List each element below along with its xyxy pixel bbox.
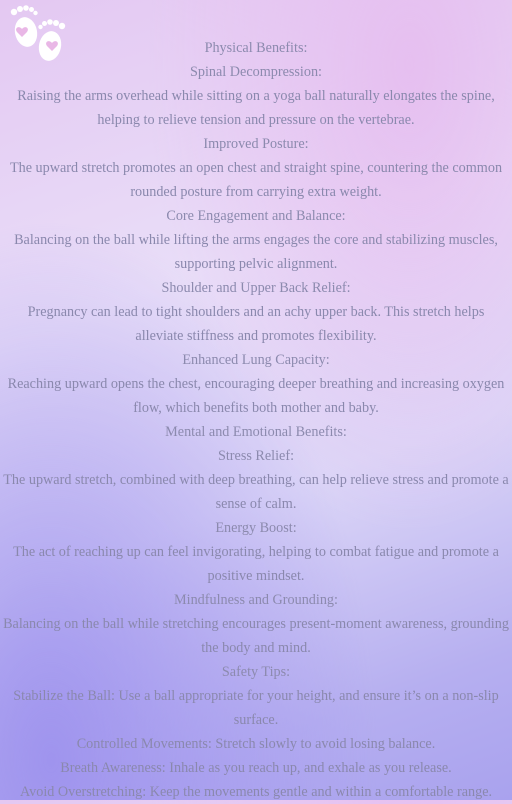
benefit-heading: Enhanced Lung Capacity: bbox=[182, 352, 330, 368]
section-title: Physical Benefits: bbox=[204, 40, 308, 56]
benefit-text: Balancing on the ball while stretching encourages present-moment awareness, grounding the body and mind. bbox=[3, 616, 509, 656]
benefit-heading: Spinal Decompression: bbox=[189, 64, 322, 80]
benefit-heading: Shoulder and Upper Back Relief: bbox=[161, 280, 351, 296]
benefit-heading: Energy Boost: bbox=[215, 520, 297, 536]
safety-tip: Controlled Movements: Stretch slowly to avoid losing balance. bbox=[76, 736, 436, 752]
section-title: Mental and Emotional Benefits: bbox=[165, 424, 347, 440]
safety-tip: Avoid Overstretching: Keep the movements gentle and within a comfortable range. bbox=[19, 784, 493, 800]
safety-title: Safety Tips: bbox=[221, 664, 291, 680]
safety-tip: Breath Awareness: Inhale as you reach up, and exhale as you release. bbox=[60, 760, 452, 776]
benefit-text: The upward stretch, combined with deep breathing, can help relieve stress and promote a sense of calm. bbox=[3, 472, 509, 512]
safety-tip: Stabilize the Ball: Use a ball appropriate for your height, and ensure it’s on a non-slip surface. bbox=[13, 688, 499, 728]
benefit-heading: Improved Posture: bbox=[203, 136, 309, 152]
benefit-text: The act of reaching up can feel invigorating, helping to combat fatigue and promote a positive mindset. bbox=[13, 544, 499, 584]
article-content bbox=[0, 36, 512, 804]
benefit-heading: Core Engagement and Balance: bbox=[166, 208, 346, 224]
benefit-text: Raising the arms overhead while sitting on a yoga ball naturally elongates the spine, helping to relieve tension and pressure on the vertebrae. bbox=[17, 88, 495, 128]
benefit-text: Pregnancy can lead to tight shoulders and an achy upper back. This stretch helps alleviate stiffness and promotes flexibility. bbox=[27, 304, 485, 344]
benefit-heading: Mindfulness and Grounding: bbox=[174, 592, 338, 608]
benefit-text: Balancing on the ball while lifting the arms engages the core and stabilizing muscles, supporting pelvic alignment. bbox=[14, 232, 498, 272]
benefit-text: Reaching upward opens the chest, encouraging deeper breathing and increasing oxygen flow, which benefits both mother and baby. bbox=[7, 376, 505, 416]
benefit-heading: Stress Relief: bbox=[217, 448, 295, 464]
benefit-text: The upward stretch promotes an open chest and straight spine, countering the common rounded posture from carrying extra weight. bbox=[9, 160, 503, 200]
